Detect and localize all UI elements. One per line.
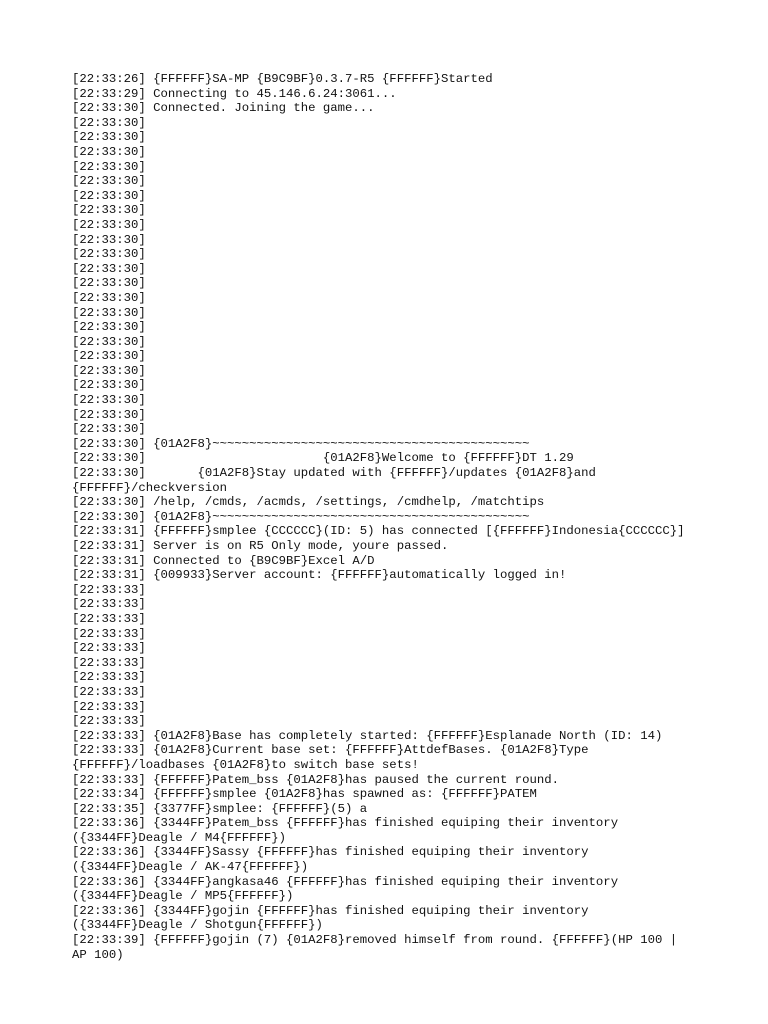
- log-line: [22:33:30]: [72, 407, 146, 422]
- log-line: [22:33:30]: [72, 144, 146, 159]
- log-line: ({3344FF}Deagle / MP5{FFFFFF}): [72, 889, 294, 904]
- log-line: [22:33:30]: [72, 174, 146, 189]
- log-line: [22:33:30]: [72, 115, 146, 130]
- log-line: [22:33:33]: [72, 670, 146, 685]
- log-line: [22:33:30]: [72, 276, 146, 291]
- log-line: [22:33:30]: [72, 247, 146, 262]
- log-line: [22:33:33] {FFFFFF}Patem_bss {01A2F8}has paused the current round.: [72, 772, 560, 787]
- log-line: [22:33:26] {FFFFFF}SA-MP {B9C9BF}0.3.7-R5 {FFFFFF}Started: [72, 72, 493, 86]
- log-line: [22:33:30]: [72, 320, 146, 335]
- log-line: ({3344FF}Deagle / M4{FFFFFF}): [72, 830, 287, 845]
- log-line: [22:33:30] {01A2F8}Welcome to {FFFFFF}DT 1.29: [72, 451, 574, 466]
- log-line: {FFFFFF}/loadbases {01A2F8}to switch base sets!: [72, 757, 419, 772]
- log-line: [22:33:34] {FFFFFF}smplee {01A2F8}has spawned as: {FFFFFF}PATEM: [72, 787, 537, 802]
- log-line: [22:33:30] {01A2F8}~~~~~~~~~~~~~~~~~~~~~~~~~~~~~~~~~~~~~~~~~~~: [72, 436, 530, 451]
- log-line: [22:33:31] Server is on R5 Only mode, youre passed.: [72, 539, 449, 553]
- log-line: [22:33:36] {3344FF}angkasa46 {FFFFFF}has finished equiping their inventory: [72, 874, 619, 889]
- log-line: [22:33:30]: [72, 188, 146, 203]
- log-line: [22:33:30]: [72, 349, 146, 364]
- log-line: [22:33:30]: [72, 203, 146, 218]
- log-line: [22:33:33]: [72, 655, 146, 670]
- log-line: [22:33:30]: [72, 130, 146, 145]
- log-line: {FFFFFF}/checkversion: [72, 480, 227, 495]
- log-line: [22:33:30]: [72, 305, 146, 320]
- log-line: [22:33:36] {3344FF}Sassy {FFFFFF}has finished equiping their inventory: [72, 845, 589, 860]
- log-line: [22:33:31] Connected to {B9C9BF}Excel A/D: [72, 553, 375, 568]
- log-line: [22:33:33]: [72, 684, 146, 699]
- log-line: [22:33:30]: [72, 378, 146, 393]
- log-line: [22:33:33]: [72, 626, 146, 641]
- log-line: [22:33:30]: [72, 261, 146, 276]
- log-line: [22:33:33]: [72, 611, 146, 626]
- log-line: [22:33:33]: [72, 582, 146, 597]
- log-line: [22:33:30] Connected. Joining the game...: [72, 101, 375, 116]
- log-line: AP 100): [72, 947, 124, 962]
- log-line: [72, 962, 702, 977]
- log-line: [22:33:33]: [72, 699, 146, 714]
- chat-log: [72, 72, 702, 977]
- log-line: [22:33:30] /help, /cmds, /acmds, /settings, /cmdhelp, /matchtips: [72, 495, 545, 510]
- log-line: [22:33:35] {3377FF}smplee: {FFFFFF}(5) a: [72, 801, 368, 816]
- log-line: [22:33:36] {3344FF}gojin {FFFFFF}has finished equiping their inventory: [72, 903, 589, 918]
- log-line: [22:33:30]: [72, 232, 146, 247]
- log-line: [22:33:30]: [72, 290, 146, 305]
- log-line: [22:33:30]: [72, 363, 146, 378]
- log-line: ({3344FF}Deagle / Shotgun{FFFFFF}): [72, 918, 323, 933]
- log-line: [22:33:36] {3344FF}Patem_bss {FFFFFF}has finished equiping their inventory: [72, 816, 619, 831]
- log-line: [22:33:30]: [72, 422, 146, 437]
- log-line: [22:33:33]: [72, 641, 146, 656]
- log-line: [22:33:31] {FFFFFF}smplee {CCCCCC}(ID: 5) has connected [{FFFFFF}Indonesia{CCCCCC}]: [72, 524, 685, 539]
- log-line: [22:33:30]: [72, 334, 146, 349]
- log-line: [22:33:33] {01A2F8}Current base set: {FFFFFF}AttdefBases. {01A2F8}Type: [72, 743, 589, 758]
- log-line: [22:33:33] {01A2F8}Base has completely started: {FFFFFF}Esplanade North (ID: 14): [72, 728, 663, 743]
- log-line: [22:33:30]: [72, 217, 146, 232]
- log-line: [22:33:30]: [72, 159, 146, 174]
- log-line: [22:33:33]: [72, 597, 146, 612]
- log-line: [22:33:29] Connecting to 45.146.6.24:3061...: [72, 86, 397, 101]
- log-line: [22:33:30] {01A2F8}~~~~~~~~~~~~~~~~~~~~~~~~~~~~~~~~~~~~~~~~~~~: [72, 509, 530, 524]
- log-line: [22:33:39] {FFFFFF}gojin (7) {01A2F8}removed himself from round. {FFFFFF}(HP 100 |: [72, 933, 678, 948]
- log-line: [22:33:30]: [72, 393, 146, 408]
- log-line: ({3344FF}Deagle / AK-47{FFFFFF}): [72, 860, 309, 875]
- log-line: [22:33:33]: [72, 714, 146, 729]
- log-line: [22:33:30] {01A2F8}Stay updated with {FFFFFF}/updates {01A2F8}and: [72, 466, 596, 481]
- log-line: [22:33:31] {009933}Server account: {FFFFFF}automatically logged in!: [72, 568, 567, 583]
